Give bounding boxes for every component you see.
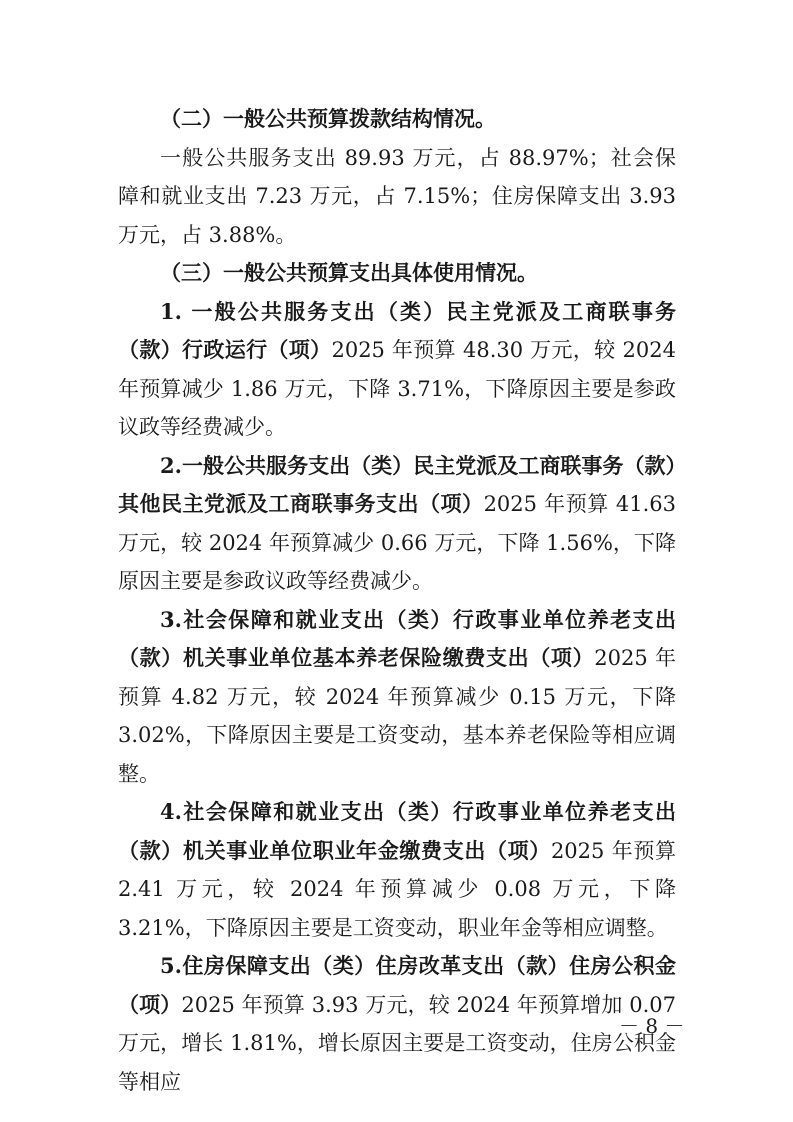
item-title: 2.一般公共服务支出（类）民主党派及工商联事务（款）其他民主党派及工商联事务支出（项） [118,452,676,516]
expenditure-item-1 [118,293,676,447]
item-text: 2025 年预算 3.93 万元，较 2024 年预算增加 0.07 万元，增长 1.81%，增长原因主要是工资变动，住房公积金等相应 [118,992,677,1094]
page-number: － 8 － [619,1014,685,1038]
item-title: 1. 一般公共服务支出（类）民主党派及工商联事务（款）行政运行（项） [118,298,676,362]
item-text: 2025 年预算 48.30 万元，较 2024 年预算减少 1.86 万元，下降 3.71%，下降原因主要是参政议政等经费减少。 [118,338,676,439]
item-text: 2025 年预算 41.63 万元，较 2024 年预算减少 0.66 万元，下降 1.56%，下降原因主要是参政议政等经费减少。 [118,492,676,593]
expenditure-item-2 [118,447,676,601]
page-content [118,100,676,1101]
item-text: 2025 年预算 4.82 万元，较 2024 年预算减少 0.15 万元，下降 3.02%，下降原因主要是工资变动，基本养老保险等相应调整。 [118,646,676,786]
item-title: 3.社会保障和就业支出（类）行政事业单位养老支出（款）机关事业单位基本养老保险缴费支出（项） [118,606,676,670]
section-heading-2: （二）一般公共预算拨款结构情况。 [160,106,496,131]
item-title: 4.社会保障和就业支出（类）行政事业单位养老支出（款）机关事业单位职业年金缴费支出（项） [118,799,676,863]
expenditure-item-4 [118,793,676,947]
section-heading-3: （三）一般公共预算支出具体使用情况。 [160,260,538,285]
expenditure-item-5 [118,947,676,1101]
item-title: 5.住房保障支出（类）住房改革支出（款）住房公积金（项） [118,953,676,1017]
item-text: 2025 年预算 2.41 万元，较 2024 年预算减少 0.08 万元，下降 3.21%，下降原因主要是工资变动，职业年金等相应调整。 [118,838,676,940]
expenditure-item-3 [118,601,676,794]
section-body-2: 一般公共服务支出 89.93 万元，占 88.97%；社会保障和就业支出 7.23 万元，占 7.15%；住房保障支出 3.93 万元，占 3.88%。 [118,145,676,247]
